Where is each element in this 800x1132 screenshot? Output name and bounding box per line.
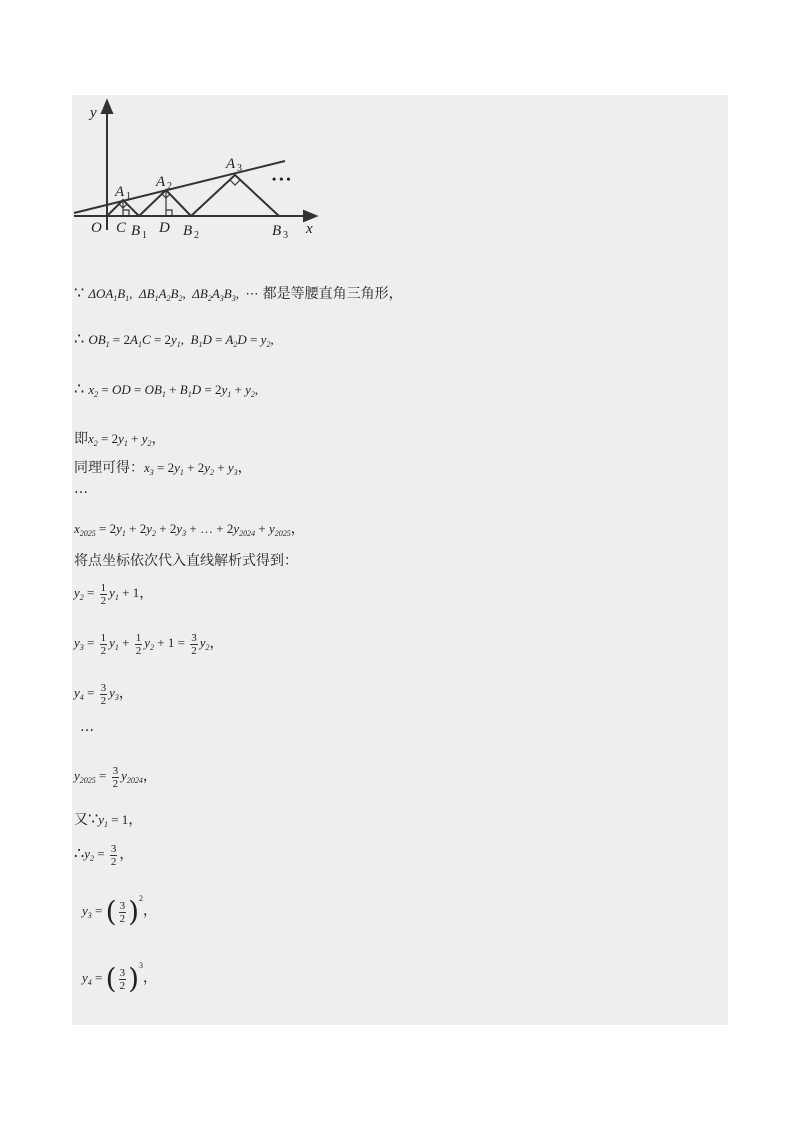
therefore-symbol: ∴: [74, 379, 85, 398]
line-6: [74, 481, 88, 497]
y-axis-arrow: [102, 101, 112, 113]
label-b3-sub: 3: [283, 230, 288, 241]
math-triangles: $\Delta OA_1B_1$, $\Delta B_1A_2B_2$, $\Delta B_2A_3B_3$, ⋯: [88, 286, 259, 303]
line-16: $y_3$ = ( $\frac{3}{2}$ )2，: [82, 894, 157, 928]
line-10: $y_3$ = $\frac{1}{2}$ $y_1$ + $\frac{1}{2}$ $y_2 + 1$ = $\frac{3}{2}$ $y_2$，: [74, 632, 224, 657]
text-isosceles-right: 都是等腰直角三角形，: [262, 286, 403, 302]
label-c: C: [116, 220, 127, 236]
line-5: 同理可得：$x_3 = 2y_1 + 2y_2 + y_3$，: [74, 460, 252, 477]
line-11: $y_4$ = $\frac{3}{2}$ $y_3$，: [74, 682, 133, 707]
line-2: [74, 329, 274, 349]
label-d: D: [159, 220, 170, 236]
label-x: x: [306, 221, 313, 237]
label-b2: B: [183, 223, 193, 239]
ellipsis: …: [74, 481, 88, 497]
label-o: O: [91, 220, 102, 236]
math-x2025: $x_{2025} = 2y_1 + 2y_2 + 2y_3$ + … + $2y_{2024} + y_{2025}$: [74, 521, 291, 538]
label-b1: B: [131, 223, 141, 239]
right-angle-a3: [230, 180, 240, 185]
label-y: y: [90, 105, 97, 121]
math-x3: $x_3 = 2y_1 + 2y_2 + y_3$: [144, 460, 238, 477]
label-a2: A: [156, 174, 166, 190]
line-13: $y_{2025}$ = $\frac{3}{2}$ $y_{2024}$，: [74, 765, 157, 790]
math-y3-value: $y_3$ = ( $\frac{3}{2}$ )2: [82, 894, 143, 928]
math-ob1: $OB_1 = 2A_1C = 2y_1$, $B_1D = A_2D = y_2$,: [88, 332, 274, 349]
because-symbol: ∵: [74, 283, 85, 302]
therefore-symbol: ∴: [74, 329, 85, 348]
text-also: 又: [74, 812, 88, 828]
math-y4: $y_4$ = $\frac{3}{2}$ $y_3$: [74, 682, 119, 707]
math-y2025: $y_{2025}$ = $\frac{3}{2}$ $y_{2024}$: [74, 765, 143, 790]
ellipsis: …: [80, 719, 94, 735]
triangle-b1a2b2: [139, 190, 191, 216]
math-x2-derivation: $x_2$ = OD = $OB_1 + B_1D = 2y_1 + y_2$,: [88, 382, 259, 399]
math-x2: $x_2 = 2y_1 + y_2$: [88, 431, 152, 448]
text-substitute: 将点坐标依次代入直线解析式得到：: [74, 553, 298, 569]
text-ji: 即: [74, 431, 88, 447]
geometry-figure: [72, 95, 332, 245]
line-9: $y_2$ = $\frac{1}{2}$ $y_1 + 1$，: [74, 582, 154, 607]
label-a1: A: [115, 184, 125, 200]
because-symbol: ∵: [88, 809, 99, 828]
math-y2-value: $y_2$ = $\frac{3}{2}$: [84, 843, 117, 868]
x-axis-arrow: [304, 211, 316, 221]
label-a3: A: [226, 156, 236, 172]
label-b3: B: [272, 223, 282, 239]
math-y2: $y_2$ = $\frac{1}{2}$ $y_1 + 1$: [74, 582, 140, 607]
line-15: $\therefore y_2$ = $\frac{3}{2}$ ，: [74, 843, 134, 868]
solution-panel: [72, 95, 728, 1025]
line-17: $y_4$ = ( $\frac{3}{2}$ )3，: [82, 961, 157, 995]
label-b2-sub: 2: [194, 230, 199, 241]
line-7: $x_{2025} = 2y_1 + 2y_2 + 2y_3$ + … + $2y_{2024} + y_{2025}$，: [74, 521, 305, 538]
label-a1-sub: 1: [126, 191, 131, 202]
line-12: [80, 719, 94, 735]
line-4: 即$x_2 = 2y_1 + y_2$，: [74, 431, 166, 448]
math-y3: $y_3$ = $\frac{1}{2}$ $y_1$ + $\frac{1}{2}$ $y_2 + 1$ = $\frac{3}{2}$ $y_2$: [74, 632, 210, 657]
line-14: 又$\because y_1 = 1$，: [74, 809, 143, 829]
label-a2-sub: 2: [167, 181, 172, 192]
text-similarly: 同理可得：: [74, 460, 144, 476]
line-8: [74, 550, 298, 570]
line-3: [74, 379, 258, 399]
therefore-symbol: ∴: [74, 843, 85, 863]
label-a3-sub: 3: [237, 163, 242, 174]
math-y4-value: $y_4$ = ( $\frac{3}{2}$ )3: [82, 961, 143, 995]
continuation-dots: • • •: [272, 172, 291, 186]
math-y1: $y_1 = 1$: [98, 812, 129, 829]
label-b1-sub: 1: [142, 230, 147, 241]
line-1: [74, 283, 403, 303]
